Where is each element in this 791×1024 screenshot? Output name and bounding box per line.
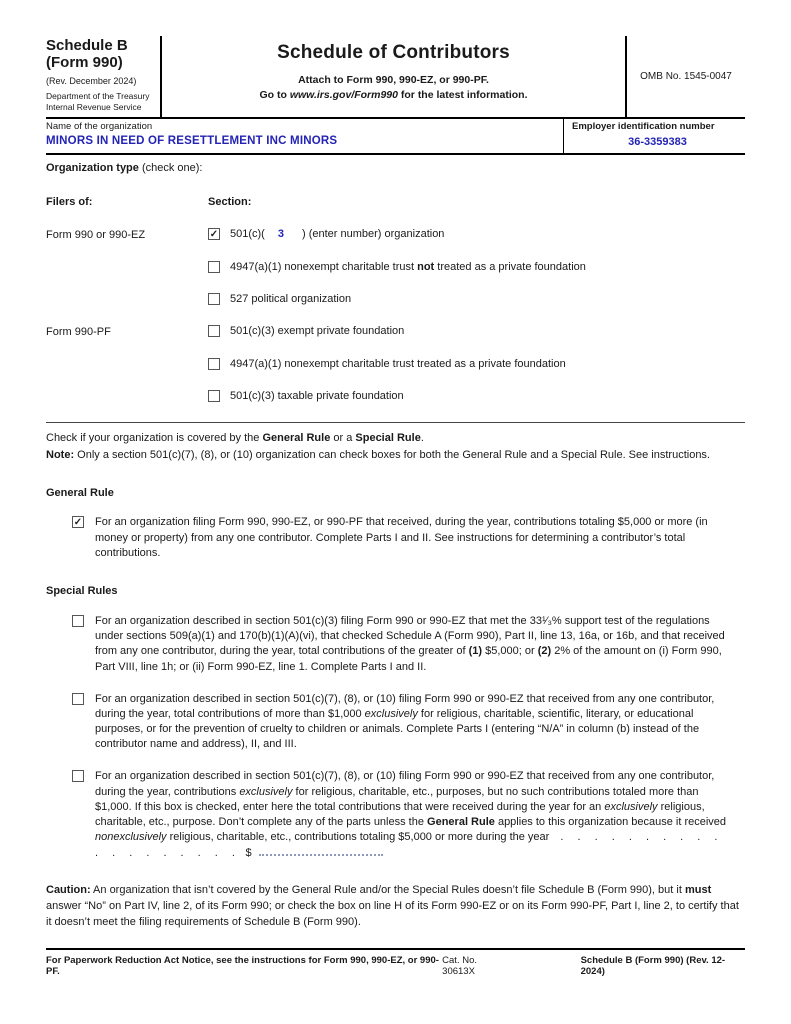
filer-label bbox=[46, 293, 208, 294]
org-type-row bbox=[46, 293, 745, 305]
org-name-label: Name of the organization bbox=[46, 120, 153, 132]
special-rule-3-text bbox=[95, 769, 735, 861]
department-line2: Internal Revenue Service bbox=[46, 101, 142, 112]
checkbox-501c3-exempt-pf[interactable] bbox=[208, 325, 220, 337]
checkbox-501c-number-org[interactable]: ✓ bbox=[209, 228, 219, 240]
special-rule-1-text: For an organization described in section 501(c)(3) filing Form 990 or 990-EZ that met the 33¹⁄₃% support test of the regulations under sections 509(a)(1) and 170(b)(1)(A)(vi), that checked Schedule A (Form 990), Part II, line 13, 16a, or 16b, and that received from any one contributor, during the year, total contributions of the greater of (1) $5,000; or (2) 2% of the amount on (i) Form 990, Part VIII, line 1h; or (ii) Form 990-EZ, line 1. Complete Parts I and II. bbox=[95, 614, 725, 673]
total-contributions-amount-field[interactable] bbox=[259, 845, 383, 856]
department-line1: Department of the Treasury bbox=[46, 90, 150, 101]
omb-number: OMB No. 1545-0047 bbox=[640, 70, 732, 82]
special-rule-item bbox=[72, 692, 745, 753]
goto-instruction: Go to www.irs.gov/Form990 for the latest information. bbox=[259, 89, 528, 101]
filer-label: Form 990-PF bbox=[46, 325, 111, 338]
checkbox-4947a1-treated-private[interactable] bbox=[208, 358, 220, 370]
ein-cell bbox=[563, 119, 745, 153]
org-name-cell bbox=[46, 119, 563, 153]
checkbox-501c3-taxable-pf[interactable] bbox=[208, 390, 220, 402]
org-type-row bbox=[46, 228, 745, 241]
form-id-line2: (Form 990) bbox=[46, 53, 123, 71]
special-rule-3-body: For an organization described in section 501(c)(7), (8), or (10) filing Form 990 or 990-EZ that received from any one contributor, during the year, contributions exclusively for religious, charitable, etc., purposes, but no such contributions totaled more than $1,000. If this box is checked, enter here the total contributions that were received during the year for an exclusively religious, charitable, etc., purpose. Don’t complete any of the parts unless the General Rule applies to this organization because it received nonexclusively religious, charitable, etc., contributions totaling $5,000 or more during the year bbox=[95, 770, 727, 844]
section-divider bbox=[46, 422, 745, 423]
org-type-row bbox=[46, 358, 745, 370]
org-type-column-headers bbox=[46, 196, 745, 208]
org-type-option-label: 4947(a)(1) nonexempt charitable trust not treated as a private foundation bbox=[230, 260, 586, 273]
filer-label bbox=[46, 261, 208, 262]
checkbox-4947a1-not-private[interactable] bbox=[208, 261, 220, 273]
filer-label bbox=[46, 358, 208, 359]
special-rule-2-text: For an organization described in section 501(c)(7), (8), or (10) filing Form 990 or 990-EZ that received from any one contributor, during the year, total contributions of more than $1,000 exclusively for religious, charitable, scientific, literary, or educational purposes, or for the prevention of cruelty to children or animals. Complete Parts I (entering “N/A” in column (b) instead of the contributor name and address), II, and III. bbox=[95, 692, 715, 751]
form-footer bbox=[46, 955, 745, 977]
catalog-number: Cat. No. 30613X bbox=[442, 955, 478, 978]
org-identity-row bbox=[46, 119, 745, 155]
paperwork-notice: For Paperwork Reduction Act Notice, see the instructions for Form 990, 990-EZ, or 990-PF. bbox=[46, 955, 439, 978]
filer-label bbox=[46, 390, 208, 391]
general-rule-item bbox=[72, 515, 745, 561]
org-type-option-label: 501(c)(3) exempt private foundation bbox=[230, 324, 405, 337]
org-type-option-label: 501(c)(3) taxable private foundation bbox=[230, 389, 404, 402]
org-type-row bbox=[46, 325, 745, 338]
form-id-block bbox=[46, 36, 160, 117]
org-type-row bbox=[46, 261, 745, 273]
dot-leader: . . . . . . . . . . . . . . . . . . . bbox=[95, 831, 723, 860]
section-label: Section: bbox=[208, 195, 252, 208]
checkbox-special-rule-3[interactable] bbox=[72, 770, 84, 782]
checkbox-special-rule-2[interactable] bbox=[72, 693, 84, 705]
form-title: Schedule of Contributors bbox=[277, 42, 510, 63]
dollar-sign: $ bbox=[245, 847, 252, 860]
checkbox-general-rule[interactable]: ✓ bbox=[73, 517, 83, 529]
filers-of-label: Filers of: bbox=[46, 195, 93, 208]
ein-value: 36-3359383 bbox=[628, 135, 687, 148]
form-reference: Schedule B (Form 990) (Rev. 12-2024) bbox=[580, 955, 726, 978]
form-title-block bbox=[160, 36, 627, 117]
org-type-option-label: 527 political organization bbox=[230, 292, 352, 305]
footer-divider bbox=[46, 948, 745, 950]
ein-label: Employer identification number bbox=[572, 120, 715, 132]
attach-instruction: Attach to Form 990, 990-EZ, or 990-PF. bbox=[298, 74, 489, 86]
form-header bbox=[46, 36, 745, 119]
checkbox-527-political[interactable] bbox=[208, 293, 220, 305]
org-type-heading: Organization type (check one): bbox=[46, 161, 203, 174]
special-rules-heading: Special Rules bbox=[46, 584, 118, 597]
org-name-value: MINORS IN NEED OF RESETTLEMENT INC MINORS bbox=[46, 134, 338, 147]
org-type-option-label: 501(c)( 3 ) (enter number) organization bbox=[230, 227, 445, 240]
caution-paragraph: Caution: An organization that isn’t covered by the General Rule and/or the Special Rules doesn’t file Schedule B (Form 990), but it must answer “No” on Part IV, line 2, of its Form 990; or check the box on line H of its Form 990-EZ or on its Form 990-PF, Part I, line 2, to certify that it doesn’t meet the filing requirements of Schedule B (Form 990). bbox=[46, 884, 739, 928]
org-type-row bbox=[46, 390, 745, 402]
form-id-line1: Schedule B bbox=[46, 37, 128, 54]
special-rule-item bbox=[72, 769, 745, 861]
filer-label: Form 990 or 990-EZ bbox=[46, 228, 146, 241]
org-type-option-label: 4947(a)(1) nonexempt charitable trust treated as a private foundation bbox=[230, 357, 566, 370]
general-rule-text: For an organization filing Form 990, 990-EZ, or 990-PF that received, during the year, contributions totaling $5,000 or more (in money or property) from any one contributor. Complete Parts I and II. See instructions for determining a contributor’s total contributions. bbox=[95, 516, 708, 559]
rules-note: Note: Only a section 501(c)(7), (8), or (10) organization can check boxes for both the General Rule and a Special Rule. See instructions. bbox=[46, 449, 710, 462]
general-rule-heading: General Rule bbox=[46, 487, 114, 500]
special-rule-item bbox=[72, 614, 745, 675]
checkbox-special-rule-1[interactable] bbox=[72, 615, 84, 627]
rules-intro-line: Check if your organization is covered by the General Rule or a Special Rule. bbox=[46, 431, 424, 444]
revision-date: (Rev. December 2024) bbox=[46, 75, 137, 86]
